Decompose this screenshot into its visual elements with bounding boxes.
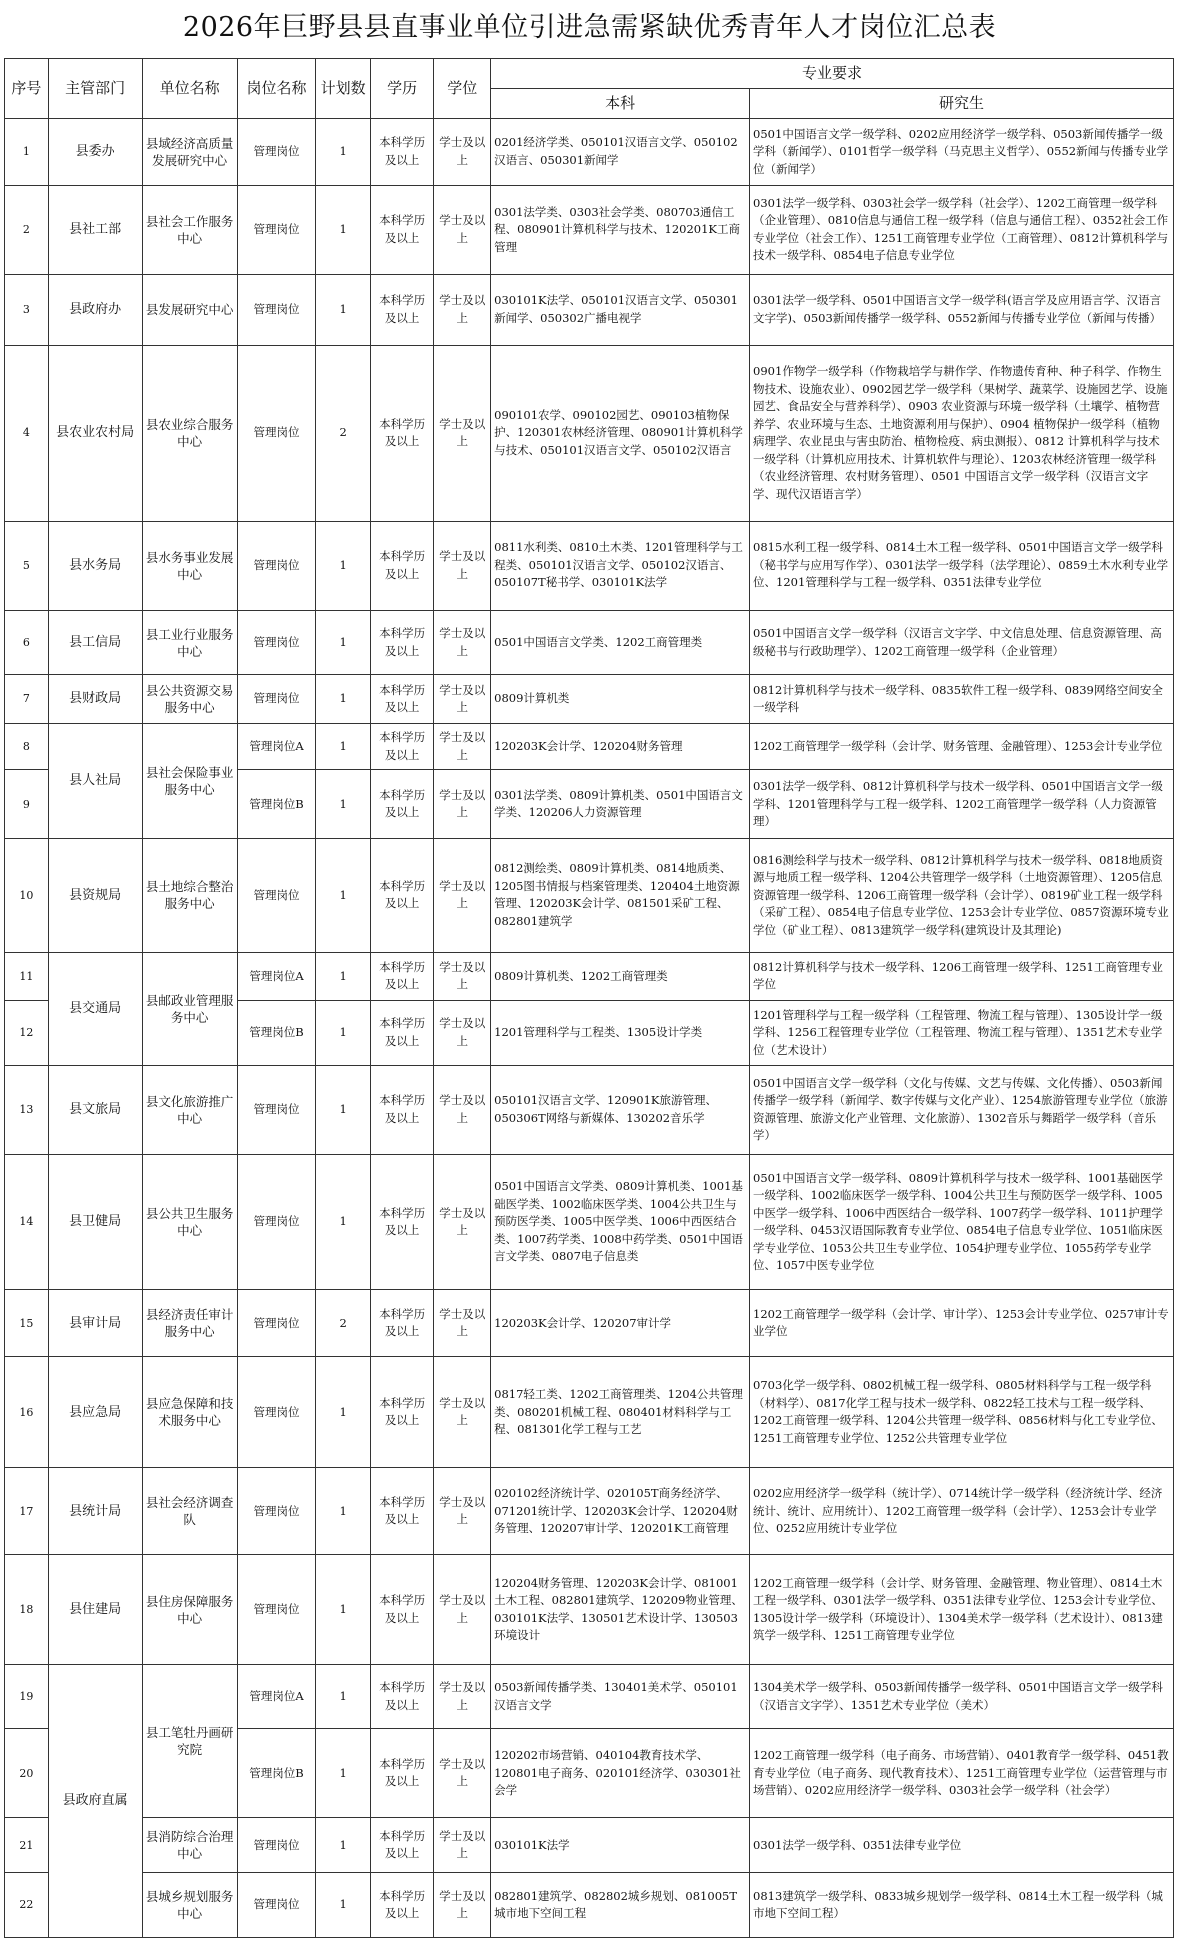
cell-undergrad: 020102经济统计学、020105T商务经济学、071201统计学、120203K会计学、120204财务管理、120207审计学、120201K工商管理 xyxy=(491,1468,750,1555)
cell-grad: 0501中国语言文学一级学科（文化与传媒、文艺与传媒、文化传播）、0503新闻传播学一级学科（新闻学、数字传媒与文化产业）、1254旅游管理专业学位（旅游资源管理、旅游文化产业管理、文化旅游）、1302音乐与舞蹈学一级学科（音乐学） xyxy=(750,1065,1174,1154)
cell-grad: 0301法学一级学科、0303社会学一级学科（社会学）、1202工商管理一级学科（企业管理）、0810信息与通信工程一级学科（信息与通信工程）、0352社会工作专业学位（社会工作）、1251工商管理专业学位（工商管理）、0812计算机科学与技术一级学科、0854电子信息专业学位 xyxy=(750,185,1174,274)
cell-edu: 本科学历及以上 xyxy=(370,770,433,839)
table-row xyxy=(5,723,1174,770)
cell-post: 管理岗位 xyxy=(237,185,316,274)
cell-unit: 县发展研究中心 xyxy=(142,274,237,345)
cell-undergrad: 1201管理科学与工程类、1305设计学类 xyxy=(491,1001,750,1066)
cell-dept: 县财政局 xyxy=(48,675,142,724)
cell-edu: 本科学历及以上 xyxy=(370,185,433,274)
cell-unit: 县消防综合治理中心 xyxy=(142,1818,237,1873)
cell-plan: 1 xyxy=(316,1555,371,1664)
cell-grad: 1304美术学一级学科、0503新闻传播学一级学科、0501中国语言文学一级学科（汉语言文字学）、1351艺术专业学位（美术） xyxy=(750,1664,1174,1729)
cell-undergrad: 0503新闻传播学类、130401美术学、050101汉语言文学 xyxy=(491,1664,750,1729)
cell-unit: 县农业综合服务中心 xyxy=(142,345,237,521)
cell-degree: 学士及以上 xyxy=(434,1873,491,1938)
header-degree: 学位 xyxy=(434,59,491,119)
cell-edu: 本科学历及以上 xyxy=(370,1818,433,1873)
table-row xyxy=(5,119,1174,186)
cell-dept: 县审计局 xyxy=(48,1290,142,1357)
cell-plan: 2 xyxy=(316,1290,371,1357)
cell-edu: 本科学历及以上 xyxy=(370,1290,433,1357)
table-row xyxy=(5,521,1174,610)
cell-seq: 20 xyxy=(5,1729,49,1818)
cell-post: 管理岗位A xyxy=(237,1664,316,1729)
table-row xyxy=(5,1290,1174,1357)
table-row xyxy=(5,1873,1174,1938)
cell-degree: 学士及以上 xyxy=(434,1729,491,1818)
cell-seq: 15 xyxy=(5,1290,49,1357)
cell-degree: 学士及以上 xyxy=(434,345,491,521)
cell-plan: 1 xyxy=(316,610,371,675)
table-row xyxy=(5,1357,1174,1468)
table-row xyxy=(5,1818,1174,1873)
cell-seq: 19 xyxy=(5,1664,49,1729)
cell-edu: 本科学历及以上 xyxy=(370,675,433,724)
cell-plan: 1 xyxy=(316,839,371,952)
cell-edu: 本科学历及以上 xyxy=(370,839,433,952)
cell-degree: 学士及以上 xyxy=(434,119,491,186)
cell-dept: 县交通局 xyxy=(48,952,142,1065)
cell-seq: 2 xyxy=(5,185,49,274)
header-post: 岗位名称 xyxy=(237,59,316,119)
cell-seq: 12 xyxy=(5,1001,49,1066)
table-row xyxy=(5,1154,1174,1290)
cell-unit: 县公共资源交易服务中心 xyxy=(142,675,237,724)
header-dept: 主管部门 xyxy=(48,59,142,119)
cell-dept: 县社工部 xyxy=(48,185,142,274)
cell-grad: 0816测绘科学与技术一级学科、0812计算机科学与技术一级学科、0818地质资源与地质工程一级学科、1204公共管理学一级学科（土地资源管理）、1205信息资源管理一级学科、1206工商管理一级学科（会计学）、0819矿业工程一级学科（采矿工程）、0854电子信息专业学位、1253会计专业学位、0857资源环境专业学位（矿业工程）、0813建筑学一级学科(建筑设计及其理论) xyxy=(750,839,1174,952)
cell-post: 管理岗位 xyxy=(237,1290,316,1357)
cell-seq: 7 xyxy=(5,675,49,724)
cell-plan: 1 xyxy=(316,1468,371,1555)
cell-degree: 学士及以上 xyxy=(434,1818,491,1873)
cell-seq: 10 xyxy=(5,839,49,952)
cell-post: 管理岗位A xyxy=(237,723,316,770)
cell-dept: 县住建局 xyxy=(48,1555,142,1664)
cell-edu: 本科学历及以上 xyxy=(370,119,433,186)
table-header xyxy=(5,59,1174,119)
table-row xyxy=(5,345,1174,521)
cell-edu: 本科学历及以上 xyxy=(370,1001,433,1066)
cell-degree: 学士及以上 xyxy=(434,675,491,724)
cell-post: 管理岗位 xyxy=(237,1357,316,1468)
cell-post: 管理岗位 xyxy=(237,119,316,186)
cell-seq: 6 xyxy=(5,610,49,675)
cell-degree: 学士及以上 xyxy=(434,1664,491,1729)
cell-undergrad: 0811水利类、0810土木类、1201管理科学与工程类、050101汉语言文学、050102汉语言、050107T秘书学、030101K法学 xyxy=(491,521,750,610)
cell-undergrad: 0501中国语言文学类、0809计算机类、1001基础医学类、1002临床医学类、1004公共卫生与预防医学类、1005中医学类、1006中西医结合类、1007药学类、1008中药学类、0501中国语言文学类、0807电子信息类 xyxy=(491,1154,750,1290)
cell-grad: 1202工商管理一级学科（电子商务、市场营销）、0401教育学一级学科、0451教育专业学位（电子商务、现代教育技术）、1251工商管理专业学位（运营管理与市场营销）、0202应用经济学一级学科、0303社会学一级学科（社会学） xyxy=(750,1729,1174,1818)
cell-degree: 学士及以上 xyxy=(434,839,491,952)
cell-edu: 本科学历及以上 xyxy=(370,1468,433,1555)
table-row xyxy=(5,1555,1174,1664)
table-row xyxy=(5,675,1174,724)
cell-unit: 县文化旅游推广中心 xyxy=(142,1065,237,1154)
cell-degree: 学士及以上 xyxy=(434,274,491,345)
cell-grad: 0301法学一级学科、0812计算机科学与技术一级学科、0501中国语言文学一级学科、1201管理科学与工程一级学科、1202工商管理学一级学科（人力资源管理） xyxy=(750,770,1174,839)
document-title: 2026年巨野县县直事业单位引进急需紧缺优秀青年人才岗位汇总表 xyxy=(182,12,997,43)
table-row xyxy=(5,185,1174,274)
table-row xyxy=(5,1664,1174,1729)
cell-edu: 本科学历及以上 xyxy=(370,1664,433,1729)
cell-unit: 县水务事业发展中心 xyxy=(142,521,237,610)
cell-degree: 学士及以上 xyxy=(434,723,491,770)
cell-post: 管理岗位 xyxy=(237,610,316,675)
table-row xyxy=(5,839,1174,952)
cell-edu: 本科学历及以上 xyxy=(370,1065,433,1154)
cell-post: 管理岗位 xyxy=(237,1154,316,1290)
cell-edu: 本科学历及以上 xyxy=(370,1873,433,1938)
cell-dept: 县农业农村局 xyxy=(48,345,142,521)
cell-post: 管理岗位 xyxy=(237,1873,316,1938)
cell-unit: 县社会经济调查队 xyxy=(142,1468,237,1555)
cell-edu: 本科学历及以上 xyxy=(370,952,433,1001)
cell-seq: 11 xyxy=(5,952,49,1001)
cell-seq: 4 xyxy=(5,345,49,521)
cell-undergrad: 120203K会计学、120207审计学 xyxy=(491,1290,750,1357)
cell-dept: 县人社局 xyxy=(48,723,142,838)
cell-seq: 17 xyxy=(5,1468,49,1555)
cell-undergrad: 0817轻工类、1202工商管理类、1204公共管理类、080201机械工程、080401材料科学与工程、081301化学工程与工艺 xyxy=(491,1357,750,1468)
cell-undergrad: 090101农学、090102园艺、090103植物保护、120301农林经济管理、080901计算机科学与技术、050101汉语言文学、050102汉语言 xyxy=(491,345,750,521)
cell-undergrad: 120202市场营销、040104教育技术学、120801电子商务、020101经济学、030301社会学 xyxy=(491,1729,750,1818)
cell-grad: 0301法学一级学科、0501中国语言文学一级学科(语言学及应用语言学、汉语言文字学)、0503新闻传播学一级学科、0552新闻与传播专业学位（新闻与传播） xyxy=(750,274,1174,345)
cell-degree: 学士及以上 xyxy=(434,610,491,675)
cell-undergrad: 082801建筑学、082802城乡规划、081005T城市地下空间工程 xyxy=(491,1873,750,1938)
cell-edu: 本科学历及以上 xyxy=(370,521,433,610)
cell-unit: 县社会工作服务中心 xyxy=(142,185,237,274)
header-grad: 研究生 xyxy=(750,89,1174,119)
cell-post: 管理岗位 xyxy=(237,1555,316,1664)
cell-plan: 1 xyxy=(316,770,371,839)
cell-dept: 县政府办 xyxy=(48,274,142,345)
cell-grad: 0703化学一级学科、0802机械工程一级学科、0805材料科学与工程一级学科（材料学）、0817化学工程与技术一级学科、0822轻工技术与工程一级学科、1202工商管理一级学科、1204公共管理一级学科、0856材料与化工专业学位、1251工商管理专业学位、1252公共管理专业学位 xyxy=(750,1357,1174,1468)
cell-plan: 1 xyxy=(316,1065,371,1154)
cell-seq: 18 xyxy=(5,1555,49,1664)
cell-plan: 2 xyxy=(316,345,371,521)
cell-unit: 县应急保障和技术服务中心 xyxy=(142,1357,237,1468)
cell-undergrad: 0501中国语言文学类、1202工商管理类 xyxy=(491,610,750,675)
cell-grad: 1202工商管理一级学科（会计学、财务管理、金融管理、物业管理）、0814土木工程一级学科、0301法学一级学科、0351法律专业学位、1253会计专业学位、1305设计学一级学科（环境设计）、1304美术学一级学科（艺术设计）、0813建筑学一级学科、1251工商管理专业学位 xyxy=(750,1555,1174,1664)
table-body xyxy=(5,119,1174,1938)
cell-unit: 县城乡规划服务中心 xyxy=(142,1873,237,1938)
cell-degree: 学士及以上 xyxy=(434,1357,491,1468)
cell-unit: 县住房保障服务中心 xyxy=(142,1555,237,1664)
cell-dept: 县文旅局 xyxy=(48,1065,142,1154)
cell-edu: 本科学历及以上 xyxy=(370,345,433,521)
cell-undergrad: 0301法学类、0809计算机类、0501中国语言文学类、120206人力资源管理 xyxy=(491,770,750,839)
cell-grad: 0815水利工程一级学科、0814土木工程一级学科、0501中国语言文学一级学科（秘书学与应用写作学）、0301法学一级学科（法学理论）、0859土木水利专业学位、1201管理科学与工程一级学科、0351法律专业学位 xyxy=(750,521,1174,610)
cell-post: 管理岗位 xyxy=(237,1468,316,1555)
cell-undergrad: 0809计算机类 xyxy=(491,675,750,724)
cell-unit: 县工笔牡丹画研究院 xyxy=(142,1664,237,1818)
cell-grad: 0813建筑学一级学科、0833城乡规划学一级学科、0814土木工程一级学科（城市地下空间工程） xyxy=(750,1873,1174,1938)
cell-undergrad: 0301法学类、0303社会学类、080703通信工程、080901计算机科学与技术、120201K工商管理 xyxy=(491,185,750,274)
cell-undergrad: 0201经济学类、050101汉语言文学、050102汉语言、050301新闻学 xyxy=(491,119,750,186)
cell-unit: 县工业行业服务中心 xyxy=(142,610,237,675)
cell-edu: 本科学历及以上 xyxy=(370,1357,433,1468)
cell-post: 管理岗位 xyxy=(237,345,316,521)
cell-plan: 1 xyxy=(316,952,371,1001)
cell-seq: 22 xyxy=(5,1873,49,1938)
cell-degree: 学士及以上 xyxy=(434,1001,491,1066)
cell-degree: 学士及以上 xyxy=(434,770,491,839)
cell-post: 管理岗位 xyxy=(237,274,316,345)
table-row xyxy=(5,1065,1174,1154)
header-undergrad: 本科 xyxy=(491,89,750,119)
cell-edu: 本科学历及以上 xyxy=(370,1154,433,1290)
cell-unit: 县域经济高质量发展研究中心 xyxy=(142,119,237,186)
table-row xyxy=(5,952,1174,1001)
cell-grad: 0812计算机科学与技术一级学科、1206工商管理一级学科、1251工商管理专业学位 xyxy=(750,952,1174,1001)
cell-degree: 学士及以上 xyxy=(434,1468,491,1555)
cell-undergrad: 030101K法学、050101汉语言文学、050301新闻学、050302广播电视学 xyxy=(491,274,750,345)
cell-seq: 16 xyxy=(5,1357,49,1468)
cell-degree: 学士及以上 xyxy=(434,521,491,610)
cell-degree: 学士及以上 xyxy=(434,1290,491,1357)
cell-edu: 本科学历及以上 xyxy=(370,610,433,675)
cell-degree: 学士及以上 xyxy=(434,1065,491,1154)
cell-grad: 0501中国语言文学一级学科、0809计算机科学与技术一级学科、1001基础医学一级学科、1002临床医学一级学科、1004公共卫生与预防医学一级学科、1005中医学一级学科、1006中西医结合一级学科、1007药学一级学科、1011护理学一级学科、0453汉语国际教育专业学位、0854电子信息专业学位、1051临床医学专业学位、1053公共卫生专业学位、1054护理专业学位、1055药学专业学位、1057中医专业学位 xyxy=(750,1154,1174,1290)
cell-degree: 学士及以上 xyxy=(434,185,491,274)
positions-table xyxy=(4,58,1174,1938)
cell-edu: 本科学历及以上 xyxy=(370,1729,433,1818)
table-row xyxy=(5,274,1174,345)
cell-dept: 县统计局 xyxy=(48,1468,142,1555)
cell-dept: 县水务局 xyxy=(48,521,142,610)
cell-degree: 学士及以上 xyxy=(434,1154,491,1290)
cell-grad: 0812计算机科学与技术一级学科、0835软件工程一级学科、0839网络空间安全一级学科 xyxy=(750,675,1174,724)
cell-undergrad: 0809计算机类、1202工商管理类 xyxy=(491,952,750,1001)
cell-dept: 县政府直属 xyxy=(48,1664,142,1937)
cell-seq: 5 xyxy=(5,521,49,610)
cell-plan: 1 xyxy=(316,1873,371,1938)
table-row xyxy=(5,1468,1174,1555)
cell-seq: 8 xyxy=(5,723,49,770)
cell-post: 管理岗位 xyxy=(237,1818,316,1873)
cell-edu: 本科学历及以上 xyxy=(370,274,433,345)
cell-plan: 1 xyxy=(316,119,371,186)
cell-grad: 1202工商管理学一级学科（会计学、财务管理、金融管理）、1253会计专业学位 xyxy=(750,723,1174,770)
cell-unit: 县经济责任审计服务中心 xyxy=(142,1290,237,1357)
cell-grad: 0901作物学一级学科（作物栽培学与耕作学、作物遗传育种、种子科学、作物生物技术、设施农业）、0902园艺学一级学科（果树学、蔬菜学、设施园艺学、设施园艺、食品安全与营养科学）、0903 农业资源与环境一级学科（土壤学、植物营养学、农业环境与生态、土地资源利用与保护）、0904 植物保护一级学科（植物病理学、农业昆虫与害虫防治、植物检疫、病虫测报）、0812 计算机科学与技术一级学科（计算机应用技术、计算机软件与理论）、1203农林经济管理一级学科（农业经济管理、农村财务管理）、0501 中国语言文学一级学科（汉语言文字学、现代汉语语言学） xyxy=(750,345,1174,521)
cell-seq: 9 xyxy=(5,770,49,839)
cell-edu: 本科学历及以上 xyxy=(370,1555,433,1664)
header-unit: 单位名称 xyxy=(142,59,237,119)
cell-unit: 县邮政业管理服务中心 xyxy=(142,952,237,1065)
cell-undergrad: 120203K会计学、120204财务管理 xyxy=(491,723,750,770)
cell-post: 管理岗位B xyxy=(237,1729,316,1818)
cell-undergrad: 030101K法学 xyxy=(491,1818,750,1873)
cell-plan: 1 xyxy=(316,1729,371,1818)
cell-dept: 县委办 xyxy=(48,119,142,186)
cell-post: 管理岗位 xyxy=(237,675,316,724)
cell-dept: 县卫健局 xyxy=(48,1154,142,1290)
cell-seq: 14 xyxy=(5,1154,49,1290)
cell-plan: 1 xyxy=(316,675,371,724)
cell-undergrad: 050101汉语言文学、120901K旅游管理、050306T网络与新媒体、130202音乐学 xyxy=(491,1065,750,1154)
cell-post: 管理岗位 xyxy=(237,839,316,952)
cell-grad: 0202应用经济学一级学科（统计学）、0714统计学一级学科（经济统计学、经济统计、统计、应用统计）、1202工商管理一级学科（会计学）、1253会计专业学位、0252应用统计专业学位 xyxy=(750,1468,1174,1555)
header-major: 专业要求 xyxy=(491,59,1174,89)
cell-dept: 县工信局 xyxy=(48,610,142,675)
header-plan: 计划数 xyxy=(316,59,371,119)
cell-dept: 县资规局 xyxy=(48,839,142,952)
cell-post: 管理岗位 xyxy=(237,521,316,610)
cell-undergrad: 0812测绘类、0809计算机类、0814地质类、1205图书情报与档案管理类、120404土地资源管理、120203K会计学、081501采矿工程、082801建筑学 xyxy=(491,839,750,952)
cell-plan: 1 xyxy=(316,1357,371,1468)
cell-dept: 县应急局 xyxy=(48,1357,142,1468)
cell-degree: 学士及以上 xyxy=(434,952,491,1001)
cell-plan: 1 xyxy=(316,1001,371,1066)
cell-grad: 0301法学一级学科、0351法律专业学位 xyxy=(750,1818,1174,1873)
cell-edu: 本科学历及以上 xyxy=(370,723,433,770)
cell-grad: 0501中国语言文学一级学科、0202应用经济学一级学科、0503新闻传播学一级学科（新闻学）、0101哲学一级学科（马克思主义哲学）、0552新闻与传播专业学位（新闻学） xyxy=(750,119,1174,186)
cell-plan: 1 xyxy=(316,1818,371,1873)
header-edu: 学历 xyxy=(370,59,433,119)
cell-post: 管理岗位B xyxy=(237,770,316,839)
cell-seq: 13 xyxy=(5,1065,49,1154)
table-row xyxy=(5,610,1174,675)
cell-unit: 县社会保险事业服务中心 xyxy=(142,723,237,838)
cell-plan: 1 xyxy=(316,1664,371,1729)
cell-grad: 1202工商管理学一级学科（会计学、审计学）、1253会计专业学位、0257审计专业学位 xyxy=(750,1290,1174,1357)
cell-grad: 1201管理科学与工程一级学科（工程管理、物流工程与管理）、1305设计学一级学科、1256工程管理专业学位（工程管理、物流工程与管理）、1351艺术专业学位（艺术设计） xyxy=(750,1001,1174,1066)
cell-plan: 1 xyxy=(316,521,371,610)
cell-post: 管理岗位A xyxy=(237,952,316,1001)
cell-post: 管理岗位 xyxy=(237,1065,316,1154)
cell-seq: 1 xyxy=(5,119,49,186)
cell-seq: 3 xyxy=(5,274,49,345)
cell-plan: 1 xyxy=(316,1154,371,1290)
cell-post: 管理岗位B xyxy=(237,1001,316,1066)
cell-unit: 县土地综合整治服务中心 xyxy=(142,839,237,952)
cell-degree: 学士及以上 xyxy=(434,1555,491,1664)
cell-undergrad: 120204财务管理、120203K会计学、081001土木工程、082801建筑学、120209物业管理、030101K法学、130501艺术设计学、130503环境设计 xyxy=(491,1555,750,1664)
cell-plan: 1 xyxy=(316,723,371,770)
cell-plan: 1 xyxy=(316,185,371,274)
cell-grad: 0501中国语言文学一级学科（汉语言文字学、中文信息处理、信息资源管理、高级秘书与行政助理学）、1202工商管理一级学科（企业管理） xyxy=(750,610,1174,675)
cell-seq: 21 xyxy=(5,1818,49,1873)
cell-plan: 1 xyxy=(316,274,371,345)
header-seq: 序号 xyxy=(5,59,49,119)
cell-unit: 县公共卫生服务中心 xyxy=(142,1154,237,1290)
